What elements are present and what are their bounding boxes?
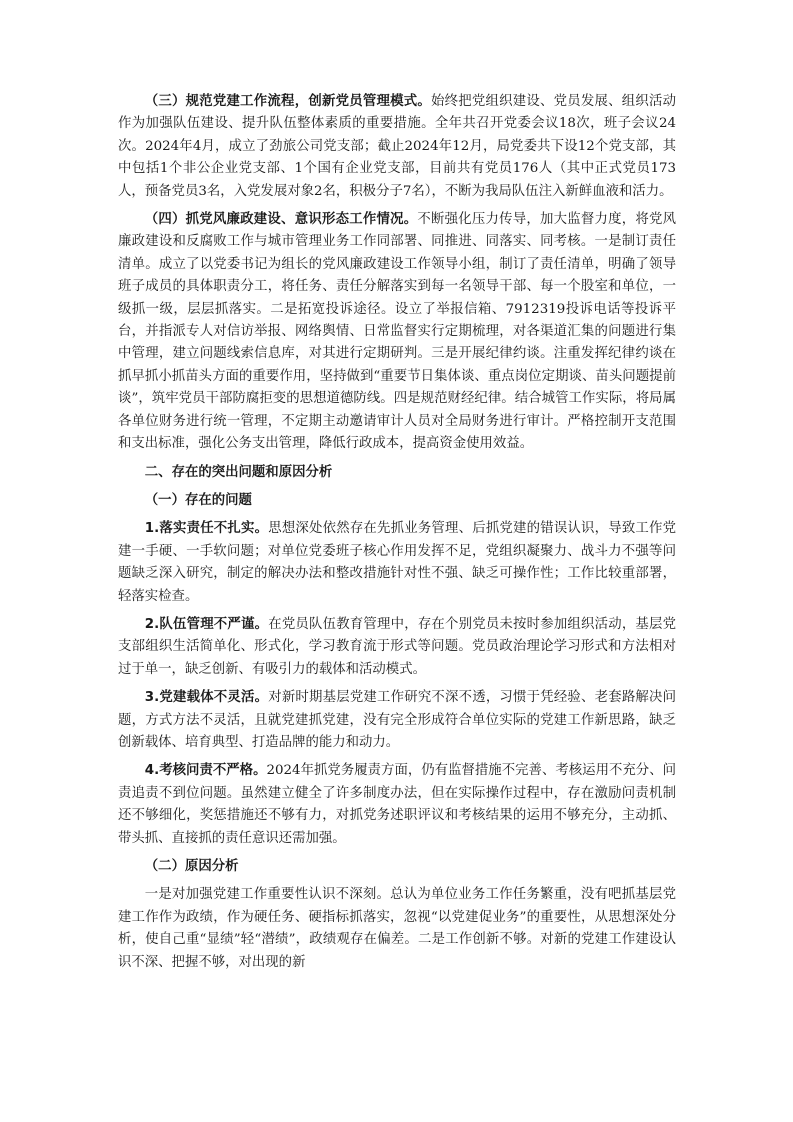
paragraph-party-building-process xyxy=(118,91,676,203)
paragraph-problem-2 xyxy=(118,614,676,681)
paragraph-body: 2024年抓党务履责方面，仍有监督措施不完善、考核运用不充分、问责追责不到位问题。虽然建立健全了许多制度办法，但在实际操作过程中，存在激励问责机制还不够细化，奖惩措施还不够有力，对抓党务述职评议和考核结果的运用不够充分，主动抓、带头抓、直接抓的责任意识还需加强。 xyxy=(118,763,677,846)
paragraph-body: 在党员队伍教育管理中，存在个别党员未按时参加组织活动，基层党支部组织生活简单化、形式化，学习教育流于形式等问题。党员政治理论学习形式和方法相对过于单一，缺乏创新、有吸引力的载体和活动模式。 xyxy=(118,616,677,677)
paragraph-problem-4 xyxy=(118,760,676,850)
paragraph-body: 始终把党组织建设、党员发展、组织活动作为加强队伍建设、提升队伍整体素质的重要措施。全年共召开党委会议18次，班子会议24次。2024年4月，成立了劲旅公司党支部；截止2024年12月，局党委共下设12个党支部，其中包括1个非公企业党支部、1个国有企业党支部，目前共有党员176人（其中正式党员173人，预备党员3名，入党发展对象2名，积极分子7名），不断为我局队伍注入新鲜血液和活力。 xyxy=(118,94,677,199)
paragraph-lead: （三）规范党建工作流程，创新党员管理模式。 xyxy=(144,94,431,109)
paragraph-body: 对新时期基层党建工作研究不深不透，习惯于凭经验、老套路解决问题，方式方法不灵活，且就党建抓党建，没有完全形成符合单位实际的党建工作新思路，缺乏创新载体、培育典型、打造品牌的能力和动力。 xyxy=(118,690,677,750)
paragraph-problem-1 xyxy=(118,518,676,608)
paragraph-body: 不断强化压力传导，加大监督力度，将党风廉政建设和反腐败工作与城市管理业务工作同部署、同推进、同落实、同考核。一是制订责任清单。成立了以党委书记为组长的党风廉政建设工作领导小组，制订了责任清单，明确了领导班子成员的具体职责分工，将任务、责任分解落实到每一名领导干部、每一个股室和单位，一级抓一级，层层抓落实。二是拓宽投诉途径。设立了举报信箱、7912319投诉电话等投诉平台，并指派专人对信访举报、网络舆情、日常监督实行定期梳理，对各渠道汇集的问题进行集中管理，建立问题线索信息库，对其进行定期研判。三是开展纪律约谈。注重发挥纪律约谈在抓早抓小抓苗头方面的重要作用，坚持做到“重要节日集体谈、重点岗位定期谈、苗头问题提前谈”，筑牢党员干部防腐拒变的思想道德防线。四是规范财经纪律。结合城管工作实际，将局属各单位财务进行统一管理，不定期主动邀请审计人员对全局财务进行审计。严格控制开支范围和支出标准，强化公务支出管理，降低行政成本，提高资金使用效益。 xyxy=(118,212,676,452)
paragraph-problem-3 xyxy=(118,687,676,754)
section-heading-problems-and-causes: 二、存在的突出问题和原因分析 xyxy=(144,464,333,480)
paragraph-lead: 1.落实责任不扎实。 xyxy=(144,521,269,537)
document-page xyxy=(118,91,676,980)
paragraph-body: 思想深处依然存在先抓业务管理、后抓党建的错误认识，导致工作党建一手硬、一手软问题；对单位党委班子核心作用发挥不足，党组织凝聚力、战斗力不强等问题缺乏深入研究，制定的解决办法和整改措施针对性不强、缺乏可操作性；工作比较重部署，轻落实检查。 xyxy=(118,521,677,604)
paragraph-lead: （四）抓党风廉政建设、意识形态工作情况。 xyxy=(144,212,418,228)
paragraph-cause-analysis xyxy=(118,884,676,974)
paragraph-lead: 2.队伍管理不严谨。 xyxy=(144,616,269,632)
paragraph-lead: 3.党建载体不灵活。 xyxy=(144,690,269,706)
subsection-heading-existing-problems: （一）存在的问题 xyxy=(144,492,252,508)
paragraph-lead: 4.考核问责不严格。 xyxy=(144,763,267,779)
paragraph-anti-corruption xyxy=(118,209,676,455)
paragraph-body: 一是对加强党建工作重要性认识不深刻。总认为单位业务工作任务繁重，没有吧抓基层党建工作作为政绩，作为硬任务、硬指标抓落实，忽视“以党建促业务”的重要性，从思想深处分析，使自己重“显绩”轻“潜绩”，政绩观存在偏差。二是工作创新不够。对新的党建工作建设认识不深、把握不够，对出现的新 xyxy=(118,887,676,970)
subsection-heading-cause-analysis: （二）原因分析 xyxy=(144,859,239,874)
